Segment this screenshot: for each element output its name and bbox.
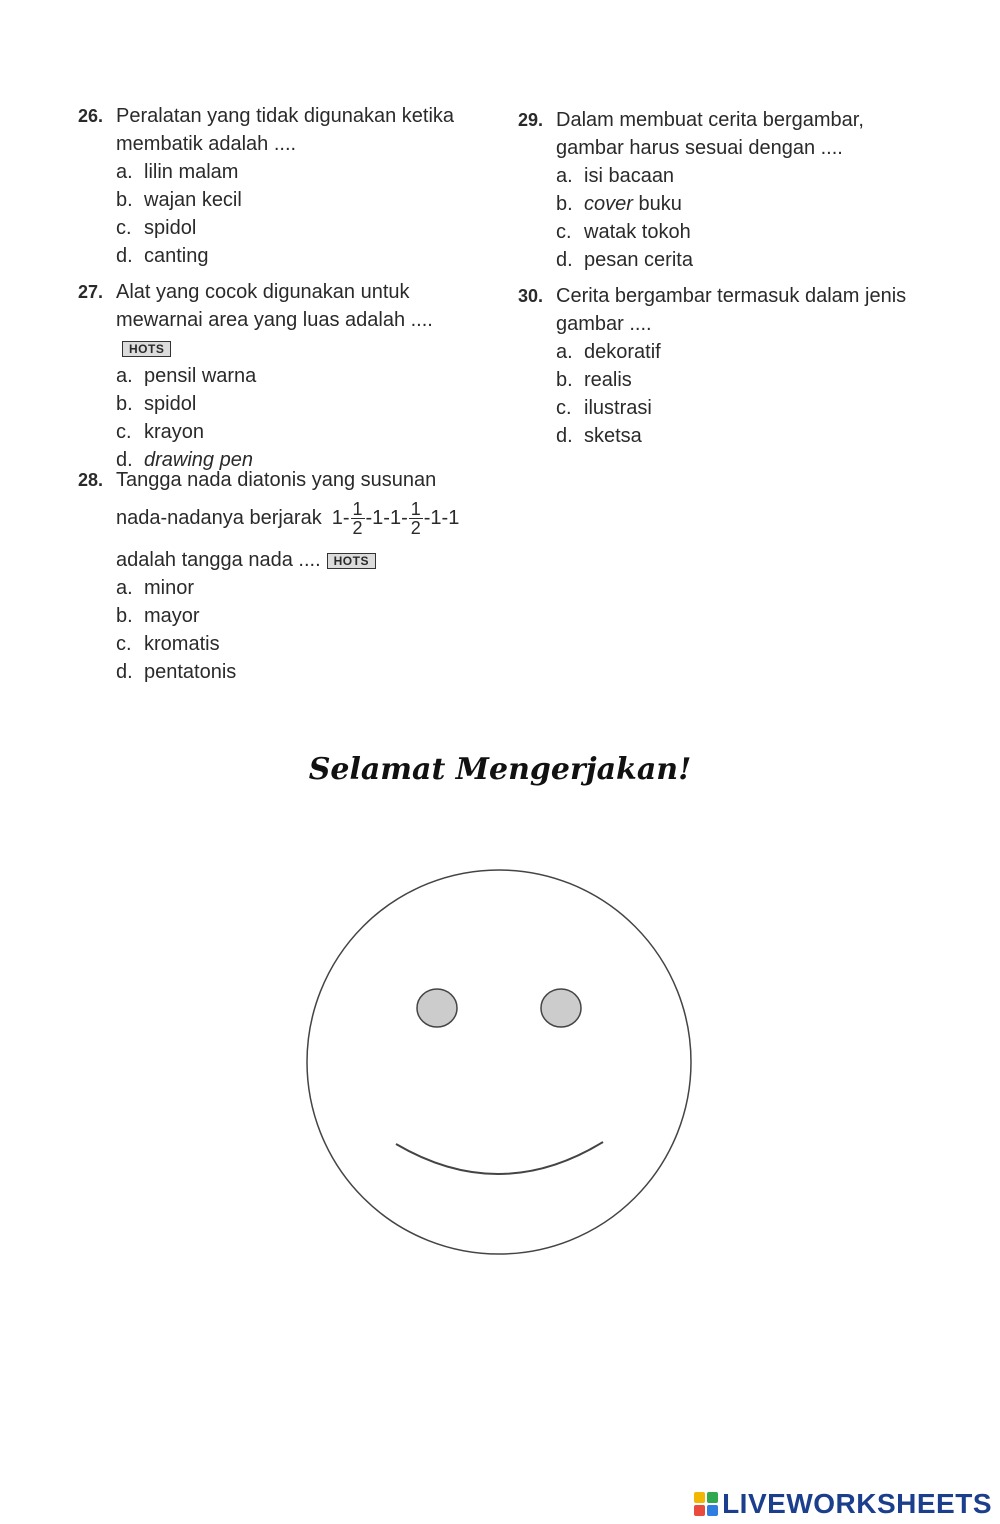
option-a[interactable]: a. minor — [116, 577, 195, 599]
liveworksheets-brand — [694, 1488, 992, 1520]
option-a[interactable]: a. isi bacaan — [556, 165, 675, 187]
question-number: 26. — [78, 106, 104, 126]
question-number: 27. — [78, 282, 104, 302]
interval-formula: 1- $\frac{1}{2}$ -1-1- $\frac{1}{2}$ -1-1 — [331, 498, 460, 538]
left-eye — [417, 989, 457, 1027]
question-text: Tangga nada diatonis yang susunan — [116, 469, 437, 491]
option-b[interactable]: b. cover buku — [556, 193, 682, 215]
fraction: $\frac{1}{2}$ — [410, 498, 421, 538]
question-text: adalah tangga nada .... — [116, 549, 321, 571]
liveworksheets-logo-icon — [694, 1492, 718, 1516]
option-d[interactable]: d. sketsa — [556, 425, 642, 447]
hots-badge: HOTS — [122, 341, 171, 357]
question-text: Alat yang cocok digunakan untuk mewarnai area yang luas adalah .... — [116, 281, 433, 331]
option-d[interactable]: d. canting — [116, 245, 209, 267]
option-b[interactable]: b. spidol — [116, 393, 197, 415]
option-d[interactable]: d. pesan cerita — [556, 249, 693, 271]
question-text-formula: nada-nadanya berjarak 1- $\frac{1}{2}$ -1-1- $\frac{1}{2}$ -1-1 — [116, 498, 460, 538]
face-outline — [307, 870, 691, 1254]
question-text: Cerita bergambar termasuk dalam jenis gambar .... — [556, 285, 907, 335]
option-c[interactable]: c. krayon — [116, 421, 205, 443]
option-b[interactable]: b. wajan kecil — [116, 189, 242, 211]
closing-message: Selamat Mengerjakan! — [308, 752, 692, 787]
right-eye — [541, 989, 581, 1027]
question-number: 29. — [518, 110, 544, 130]
option-b[interactable]: b. realis — [556, 369, 632, 391]
hots-badge: HOTS — [327, 553, 376, 569]
question-text: Dalam membuat cerita bergambar, gambar harus sesuai dengan .... — [556, 109, 864, 159]
question-number: 28. — [78, 470, 104, 490]
option-c[interactable]: c. kromatis — [116, 633, 220, 655]
question-number: 30. — [518, 286, 544, 306]
smile-mouth — [396, 1142, 603, 1174]
fraction: $\frac{1}{2}$ — [352, 498, 363, 538]
option-d[interactable]: d. pentatonis — [116, 661, 237, 683]
option-c[interactable]: c. watak tokoh — [556, 221, 691, 243]
option-c[interactable]: c. spidol — [116, 217, 197, 239]
option-a[interactable]: a. lilin malam — [116, 161, 239, 183]
option-a[interactable]: a. dekoratif — [556, 341, 661, 363]
brand-name: LIVEWORKSHEETS — [722, 1488, 992, 1519]
option-c[interactable]: c. ilustrasi — [556, 397, 652, 419]
option-d[interactable]: d. drawing pen — [116, 449, 253, 471]
question-text: Peralatan yang tidak digunakan ketika membatik adalah .... — [116, 105, 455, 155]
option-a[interactable]: a. pensil warna — [116, 365, 257, 387]
option-b[interactable]: b. mayor — [116, 605, 200, 627]
